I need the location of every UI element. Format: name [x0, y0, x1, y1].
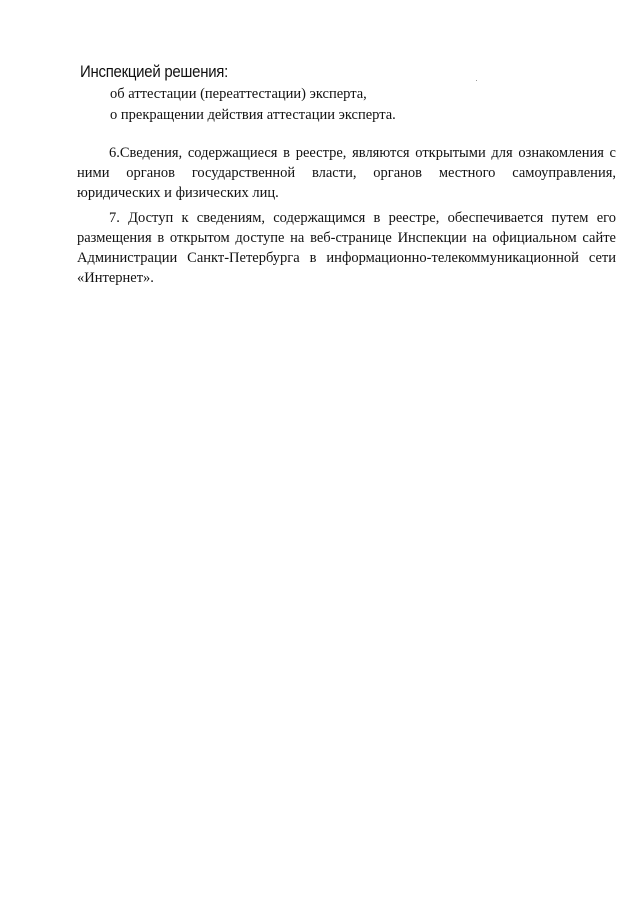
paragraph-7: 7. Доступ к сведениям, содержащимся в реестре, обеспечивается путем его размещения в открытом доступе на веб-странице Инспекции на официальном сайте Администрации Санкт-Петербурга в информационно-телекоммуникационной сети «Интернет». — [77, 210, 616, 286]
scan-speck — [476, 80, 477, 81]
list-item: об аттестации (переаттестации) эксперта, — [110, 86, 367, 102]
list-item: о прекращении действия аттестации эксперта. — [110, 107, 396, 123]
section-heading: Инспекцией решения: — [80, 62, 229, 81]
paragraph-6: 6.Сведения, содержащиеся в реестре, являются открытыми для ознакомления с ними органов государственной власти, органов местного самоуправления, юридических и физических лиц. — [77, 145, 616, 201]
